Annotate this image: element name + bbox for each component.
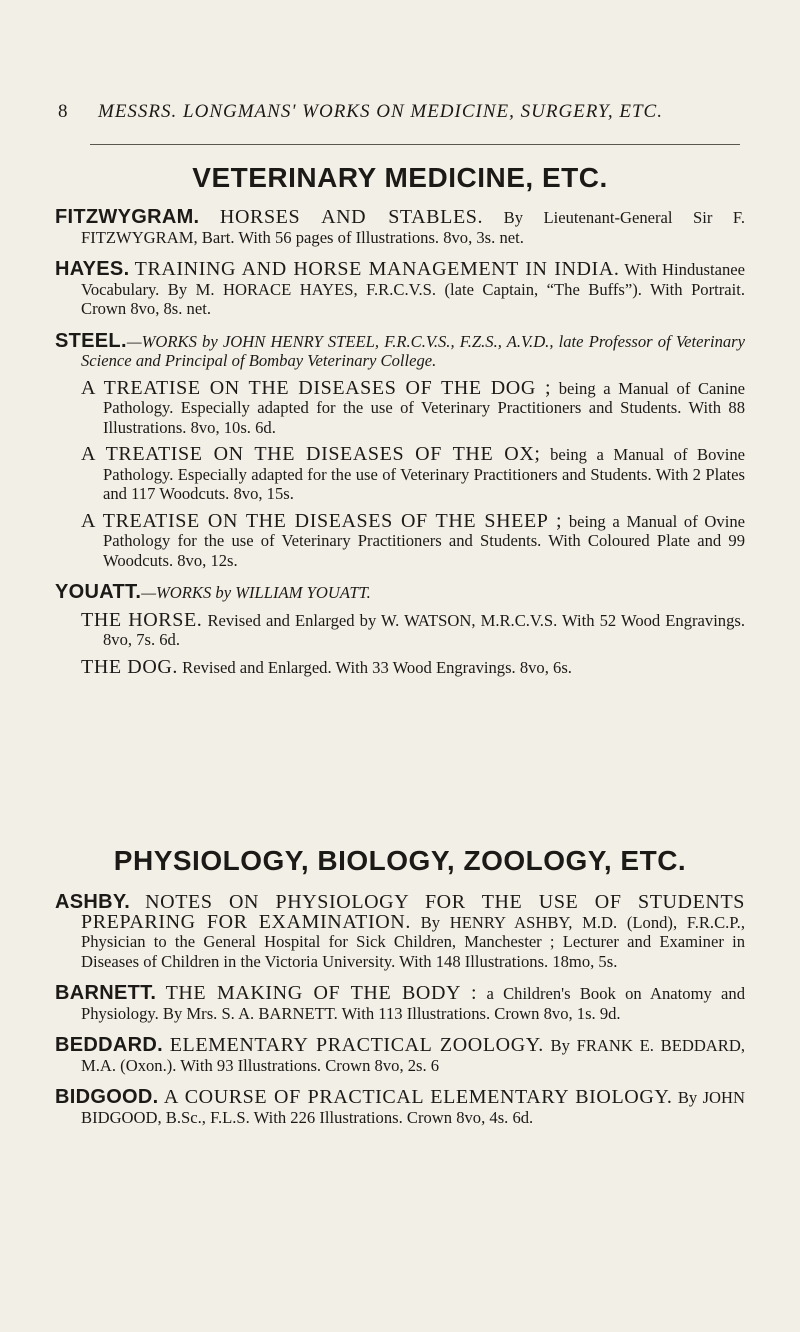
details-barnett: a Children's Book on Anatomy and Physiology. By Mrs. S. A. BARNETT. With 113 Illustrations. Crown 8vo, 1s. 9d. [81, 984, 745, 1023]
steel-sheep-entry [55, 509, 745, 571]
steel-sheep-title: A TREATISE ON THE DISEASES OF THE SHEEP ; [81, 509, 563, 532]
page-number: 8 [58, 101, 69, 122]
youatt-dog-entry [55, 655, 745, 678]
entry-fitzwygram [55, 208, 745, 247]
entry-bidgood [55, 1088, 745, 1127]
title-fitzwygram: HORSES AND STABLES. [219, 206, 484, 228]
author-steel: STEEL. [55, 329, 127, 352]
steel-ox-entry [55, 445, 745, 504]
youatt-horse-details: Revised and Enlarged by W. WATSON, M.R.C.V.S. With 52 Wood Engravings. 8vo, 7s. 6d. [103, 610, 746, 649]
steel-dog-entry [55, 376, 745, 438]
youatt-horse-title: THE HORSE. [81, 608, 203, 631]
details-bidgood: By JOHN BIDGOOD, B.Sc., F.L.S. With 226 Illustrations. Crown 8vo, 4s. 6d. [81, 1088, 746, 1127]
physiology-section [55, 845, 745, 1127]
title-beddard: ELEMENTARY PRACTICAL ZOOLOGY. [169, 1034, 544, 1056]
author-hayes: HAYES. [55, 258, 130, 280]
running-title: MESSRS. LONGMANS' WORKS ON MEDICINE, SURGERY, ETC. [98, 101, 663, 122]
details-hayes: With Hindustanee Vocabulary. By M. HORACE HAYES, F.R.C.V.S. (late Captain, “The Buffs”). With Portrait. Crown 8vo, 8s. net. [81, 260, 746, 318]
author-bidgood: BIDGOOD. [55, 1086, 159, 1108]
steel-ox-title: A TREATISE ON THE DISEASES OF THE OX; [81, 443, 541, 465]
running-head [58, 101, 760, 123]
author-fitzwygram: FITZWYGRAM. [55, 206, 200, 228]
steel-ox-details: being a Manual of Bovine Pathology. Especially adapted for the use of Veterinary Practitioners and Students. With 2 Plates and 117 Woodcuts. 8vo, 15s. [103, 445, 745, 503]
header-rule [90, 144, 740, 145]
author-barnett: BARNETT. [55, 982, 157, 1004]
entry-barnett [55, 984, 745, 1023]
author-ashby: ASHBY. [55, 891, 131, 913]
section-title-physiology: PHYSIOLOGY, BIOLOGY, ZOOLOGY, ETC. [113, 845, 687, 876]
entry-youatt [55, 583, 745, 603]
entry-ashby [55, 893, 745, 971]
entry-steel [55, 329, 745, 371]
section-title-veterinary: VETERINARY MEDICINE, ETC. [192, 162, 608, 193]
details-fitzwygram: By Lieutenant-General Sir F. FITZWYGRAM, Bart. With 56 pages of Illustrations. 8vo, 3s. net. [81, 208, 745, 247]
youatt-dog-details: Revised and Enlarged. With 33 Wood Engravings. 8vo, 6s. [182, 657, 572, 677]
title-ashby: NOTES ON PHYSIOLOGY FOR THE USE OF STUDENTS PREPARING FOR EXAMINATION. [81, 891, 745, 933]
steel-dog-title: A TREATISE ON THE DISEASES OF THE DOG ; [81, 376, 552, 399]
youatt-dog-title: THE DOG. [81, 655, 179, 678]
youatt-horse-entry [55, 608, 746, 650]
works-line-steel: —WORKS by JOHN HENRY STEEL, F.R.C.V.S., F.Z.S., A.V.D., late Professor of Veterinary Science and Principal of Bombay Veterinary College. [81, 331, 745, 370]
steel-dog-details: being a Manual of Canine Pathology. Especially adapted for the use of Veterinary Practitioners and Students. With 88 Illustrations. 8vo, 10s. 6d. [103, 378, 745, 437]
entry-hayes [55, 260, 745, 319]
works-line-youatt: —WORKS by WILLIAM YOUATT. [141, 583, 371, 602]
title-bidgood: A COURSE OF PRACTICAL ELEMENTARY BIOLOGY. [163, 1086, 673, 1108]
title-barnett: THE MAKING OF THE BODY : [165, 982, 478, 1004]
details-ashby: By HENRY ASHBY, M.D. (Lond), F.R.C.P., Physician to the General Hospital for Sick Children, Manchester ; Lecturer and Examiner in Diseases of Children in the Victoria University. With 148 Illustrations. 18mo, 5s. [81, 912, 745, 971]
steel-sheep-details: being a Manual of Ovine Pathology for the use of Veterinary Practitioners and Students. With Coloured Plate and 99 Woodcuts. 8vo, 12s. [103, 511, 745, 570]
author-youatt: YOUATT. [55, 581, 142, 603]
author-beddard: BEDDARD. [55, 1034, 163, 1056]
title-hayes: TRAINING AND HORSE MANAGEMENT IN INDIA. [134, 258, 620, 280]
veterinary-section [55, 162, 745, 677]
entry-beddard [55, 1036, 745, 1075]
details-beddard: By FRANK E. BEDDARD, M.A. (Oxon.). With 93 Illustrations. Crown 8vo, 2s. 6 [81, 1036, 745, 1075]
